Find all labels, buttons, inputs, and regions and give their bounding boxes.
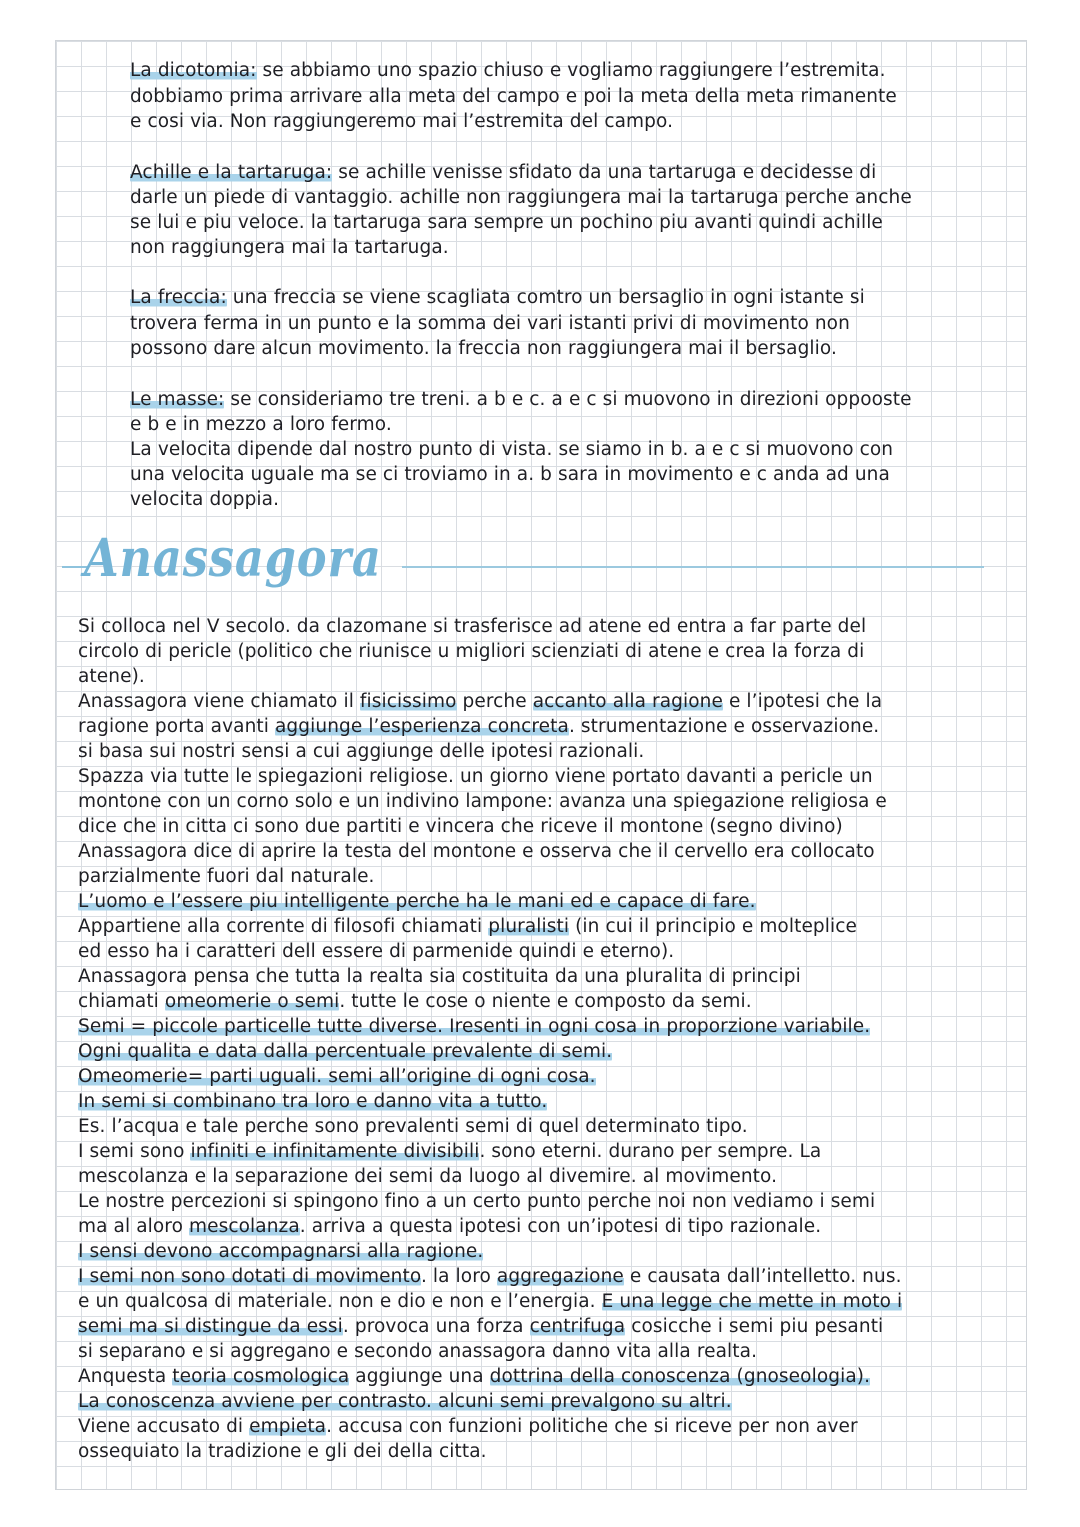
- highlight: E una legge che mette in moto i: [601, 1291, 903, 1312]
- highlight: empieta: [249, 1416, 327, 1437]
- highlight: Ogni qualita e data dalla percentuale prevalente di semi.: [78, 1041, 613, 1062]
- text-line: darle un piede di vantaggio. achille non raggiungera mai la tartaruga perche anche: [130, 187, 912, 208]
- text-line: Anquesta teoria cosmologica aggiunge una dottrina della conoscenza (gnoseologia).: [78, 1366, 871, 1387]
- highlight: teoria cosmologica: [172, 1366, 350, 1387]
- highlight: omeomerie o semi: [164, 991, 340, 1012]
- highlighted-term: La freccia:: [130, 287, 227, 308]
- text-line: velocita doppia.: [130, 489, 280, 510]
- text-line: La dicotomia: se abbiamo uno spazio chiuso e vogliamo raggiungere l’estremita.: [130, 60, 886, 81]
- section-heading: [62, 524, 987, 594]
- text-line: circolo di pericle (politico che riunisce u migliori scienziati di atene e crea la forza di: [78, 641, 865, 662]
- text-line: mescolanza e la separazione dei semi da luogo al divemire. al movimento.: [78, 1166, 778, 1187]
- highlight: L’uomo e l’essere piu intelligente perche ha le mani ed e capace di fare.: [78, 891, 756, 912]
- highlight: aggregazione: [496, 1266, 624, 1287]
- highlight: accanto alla ragione: [532, 691, 723, 712]
- text-line: dobbiamo prima arrivare alla meta del campo e poi la meta della meta rimanente: [130, 86, 897, 107]
- text-line: atene).: [78, 666, 145, 687]
- text-line: I semi non sono dotati di movimento. la loro aggregazione e causata dall’intelletto. nus.: [78, 1266, 902, 1287]
- text-line: non raggiungera mai la tartaruga.: [130, 237, 449, 258]
- text-line: Anassagora viene chiamato il fisicissimo perche accanto alla ragione e l’ipotesi che la: [78, 691, 883, 712]
- text-line: [78, 1239, 483, 1264]
- text-line: ed esso ha i caratteri dell essere di parmenide quindi e eterno).: [78, 941, 675, 962]
- highlighted-term: La dicotomia:: [130, 60, 257, 81]
- text-line: dice che in citta ci sono due partiti e vincera che riceve il montone (segno divino): [78, 816, 843, 837]
- highlight: Semi = piccole particelle tutte diverse. Iresenti in ogni cosa in proporzione variabile.: [78, 1016, 871, 1037]
- text-line: Es. l’acqua e tale perche sono prevalenti semi di quel determinato tipo.: [78, 1116, 748, 1137]
- highlight: centrifuga: [529, 1316, 626, 1337]
- heading-title: Anassagora: [84, 528, 382, 589]
- text-line: semi ma si distingue da essi. provoca una forza centrifuga cosicche i semi piu pesanti: [78, 1316, 884, 1337]
- highlighted-term: Achille e la tartaruga:: [130, 162, 333, 183]
- text-line: si basa sui nostri sensi a cui aggiunge delle ipotesi razionali.: [78, 741, 645, 762]
- highlight: pluralisti: [488, 916, 570, 937]
- text-line: chiamati omeomerie o semi. tutte le cose o niente e composto da semi.: [78, 991, 752, 1012]
- text-line: I semi sono infiniti e infinitamente divisibili. sono eterni. durano per sempre. La: [78, 1141, 822, 1162]
- text-line: Si colloca nel V secolo. da clazomane si trasferisce ad atene ed entra a far parte del: [78, 616, 867, 637]
- highlight: dottrina della conoscenza (gnoseologia).: [489, 1366, 871, 1387]
- text-line: [78, 1389, 732, 1414]
- text-line: si separano e si aggregano e secondo anassagora danno vita alla realta.: [78, 1341, 758, 1362]
- highlight: Omeomerie= parti uguali. semi all’origine di ogni cosa.: [78, 1066, 596, 1087]
- text-line: [78, 1014, 870, 1039]
- text-line: Achille e la tartaruga: se achille venisse sfidato da una tartaruga e decidesse di: [130, 162, 877, 183]
- text-line: [78, 889, 756, 914]
- text-line: se lui e piu veloce. la tartaruga sara sempre un pochino piu avanti quindi achille: [130, 212, 883, 233]
- text-line: ma al aloro mescolanza. arriva a questa ipotesi con un’ipotesi di tipo razionale.: [78, 1216, 822, 1237]
- text-line: Anassagora pensa che tutta la realta sia costituita da una pluralita di principi: [78, 966, 801, 987]
- text-line: e b e in mezzo a loro fermo.: [130, 414, 392, 435]
- highlight: semi ma si distingue da essi: [78, 1316, 343, 1337]
- text-line: Appartiene alla corrente di filosofi chiamati pluralisti (in cui il principio e molteplice: [78, 916, 858, 937]
- text-line: e cosi via. Non raggiungeremo mai l’estremita del campo.: [130, 111, 674, 132]
- text-line: ossequiato la tradizione e gli dei della citta.: [78, 1441, 487, 1462]
- text-line: Viene accusato di empieta. accusa con funzioni politiche che si riceve per non aver: [78, 1416, 858, 1437]
- highlight: infiniti e infinitamente divisibili: [190, 1141, 480, 1162]
- text-line: possono dare alcun movimento. la freccia non raggiungera mai il bersaglio.: [130, 338, 837, 359]
- text-line: [78, 1039, 612, 1064]
- text-line: montone con un corno solo e un indivino lampone: avanza una spiegazione religiosa e: [78, 791, 887, 812]
- highlight: aggiunge l’esperienza concreta: [275, 716, 569, 737]
- text-line: [78, 1064, 596, 1089]
- text-line: La velocita dipende dal nostro punto di vista. se siamo in b. a e c si muovono con: [130, 439, 894, 460]
- text-line: Le masse: se consideriamo tre treni. a b e c. a e c si muovono in direzioni oppooste: [130, 389, 912, 410]
- highlight: In semi si combinano tra loro e danno vita a tutto.: [78, 1091, 548, 1112]
- text-line: ragione porta avanti aggiunge l’esperienza concreta. strumentazione e osservazione.: [78, 716, 880, 737]
- highlight: mescolanza: [189, 1216, 300, 1237]
- heading-rule: [402, 566, 984, 568]
- text-line: una velocita uguale ma se ci troviamo in a. b sara in movimento e c anda ad una: [130, 464, 890, 485]
- text-line: Le nostre percezioni si spingono fino a un certo punto perche noi non vediamo i semi: [78, 1191, 876, 1212]
- text-line: parzialmente fuori dal naturale.: [78, 866, 375, 887]
- highlight: La conoscenza avviene per contrasto. alcuni semi prevalgono su altri.: [78, 1391, 732, 1412]
- text-line: La freccia: una freccia se viene scagliata comtro un bersaglio in ogni istante si: [130, 287, 865, 308]
- text-line: Anassagora dice di aprire la testa del montone e osserva che il cervello era collocato: [78, 841, 875, 862]
- text-line: Spazza via tutte le spiegazioni religiose. un giorno viene portato davanti a pericle un: [78, 766, 873, 787]
- highlight: I sensi devono accompagnarsi alla ragione.: [78, 1241, 484, 1262]
- text-line: trovera ferma in un punto e la somma dei vari istanti privi di movimento non: [130, 313, 850, 334]
- highlight: I semi non sono dotati di movimento: [78, 1266, 421, 1287]
- text-line: e un qualcosa di materiale. non e dio e non e l’energia. E una legge che mette in moto i: [78, 1291, 903, 1312]
- text-line: [78, 1089, 547, 1114]
- highlighted-term: Le masse:: [130, 389, 225, 410]
- highlight: fisicissimo: [359, 691, 457, 712]
